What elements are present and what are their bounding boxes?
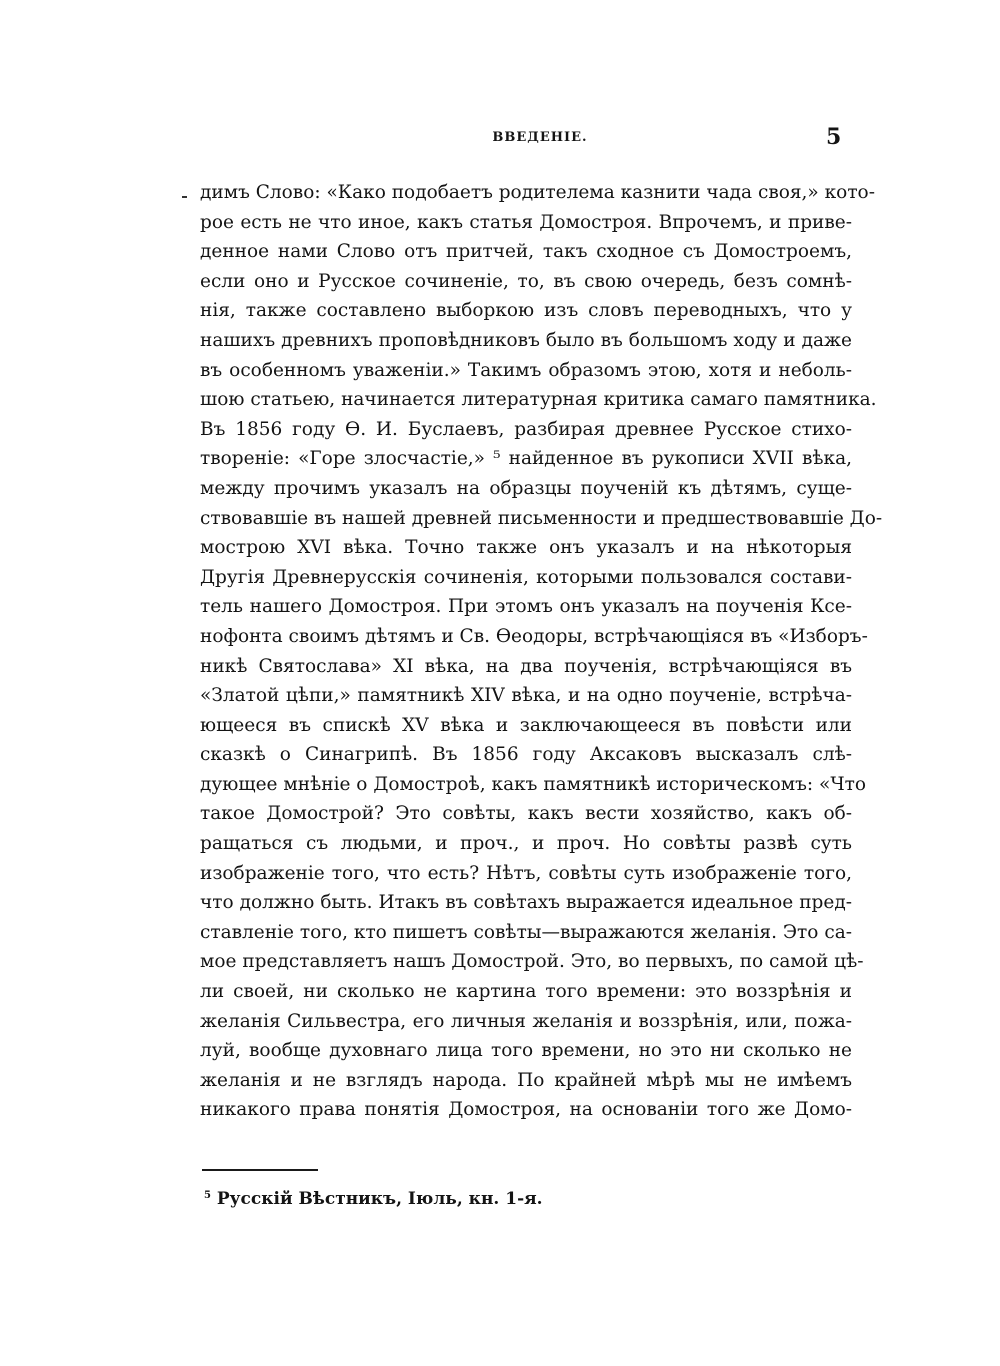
text-line: луй, вообще духовнаго лица того времени, но это ни сколько не <box>200 1040 852 1062</box>
text-line: ли своей, ни сколько не картина того времени: это воззрѣнія и <box>200 981 852 1003</box>
text-line: желанія Сильвестра, его личныя желанія и воззрѣнія, или, пожа- <box>200 1010 852 1032</box>
footnote-text: Русскій Вѣстникъ, Іюль, кн. 1-я. <box>216 1189 543 1209</box>
running-header-title: ВВЕДЕНІЕ. <box>492 130 588 145</box>
text-line: рое есть не что иное, какъ статья Домостроя. Впрочемъ, и приве- <box>200 211 852 233</box>
text-line: такое Домострой? Это совѣты, какъ вести хозяйство, какъ об- <box>200 803 852 825</box>
margin-mark <box>182 196 187 198</box>
text-line: изображеніе того, что есть? Нѣтъ, совѣты суть изображеніе того, <box>200 862 852 884</box>
body-text <box>200 178 883 1125</box>
text-line: твореніе: «Горе злосчастіе,» ⁵ найденное въ рукописи XVII вѣка, <box>200 448 852 470</box>
text-line: между прочимъ указалъ на образцы поученій къ дѣтямъ, суще- <box>200 477 852 499</box>
text-line: ствовавшіе въ нашей древней письменности и предшествовавшіе До- <box>200 507 883 529</box>
text-line: ющееся въ спискѣ XV вѣка и заключающееся въ повѣсти или <box>200 714 852 736</box>
text-line: «Златой цѣпи,» памятникѣ XIV вѣка, и на одно поученіе, встрѣча- <box>200 685 852 707</box>
text-line: шою статьею, начинается литературная критика самаго памятника. <box>200 389 877 411</box>
text-line: мострою XVI вѣка. Точно также онъ указалъ и на нѣкоторыя <box>200 537 852 559</box>
text-line: димъ Слово: «Како подобаетъ родителема казнити чада своя,» кото- <box>200 182 875 203</box>
text-line: нашихъ древнихъ проповѣдниковъ было въ большомъ ходу и даже <box>200 329 852 351</box>
text-line: что должно быть. Итакъ въ совѣтахъ выражается идеальное пред- <box>200 892 852 914</box>
text-line: нофонта своимъ дѣтямъ и Св. Ѳеодоры, встрѣчающіяся въ «Изборъ- <box>200 625 868 647</box>
text-line: дующее мнѣніе о Домостроѣ, какъ памятникѣ историческомъ: «Что <box>200 773 866 795</box>
text-line: тель нашего Домостроя. При этомъ онъ указалъ на поученія Ксе- <box>200 596 852 618</box>
text-line: нія, также составлено выборкою изъ словъ переводныхъ, что у <box>200 300 852 322</box>
text-line: Другія Древнерусскія сочиненія, которыми пользовался состави- <box>200 566 852 588</box>
text-line: никѣ Святослава» XI вѣка, на два поученія, встрѣчающіяся въ <box>200 655 852 677</box>
text-line: денное нами Слово отъ притчей, такъ сходное съ Домостроемъ, <box>200 241 852 263</box>
text-line: если оно и Русское сочиненіе, то, въ свою очередь, безъ сомнѣ- <box>200 270 852 292</box>
text-line: ращаться съ людьми, и проч., и проч. Но совѣты развѣ суть <box>200 833 852 855</box>
text-line: сказкѣ о Синагрипѣ. Въ 1856 году Аксаковъ высказалъ слѣ- <box>200 744 852 766</box>
text-line: желанія и не взглядъ народа. По крайней мѣрѣ мы не имѣемъ <box>200 1069 852 1091</box>
text-line: въ особенномъ уваженіи.» Такимъ образомъ этою, хотя и неболь- <box>200 359 852 381</box>
text-line: мое представляетъ нашъ Домострой. Это, во первыхъ, по самой цѣ- <box>200 951 864 973</box>
text-line: Въ 1856 году Ѳ. И. Буслаевъ, разбирая древнее Русское стихо- <box>200 418 852 440</box>
footnote-marker: 5 <box>204 1190 211 1201</box>
text-line: ставленіе того, кто пишетъ совѣты—выражаются желанія. Это са- <box>200 921 852 943</box>
page-number: 5 <box>826 124 842 150</box>
footnote <box>204 1189 543 1209</box>
text-line: никакого права понятія Домостроя, на основаніи того же Домо- <box>200 1099 852 1121</box>
footnote-divider <box>202 1169 318 1171</box>
